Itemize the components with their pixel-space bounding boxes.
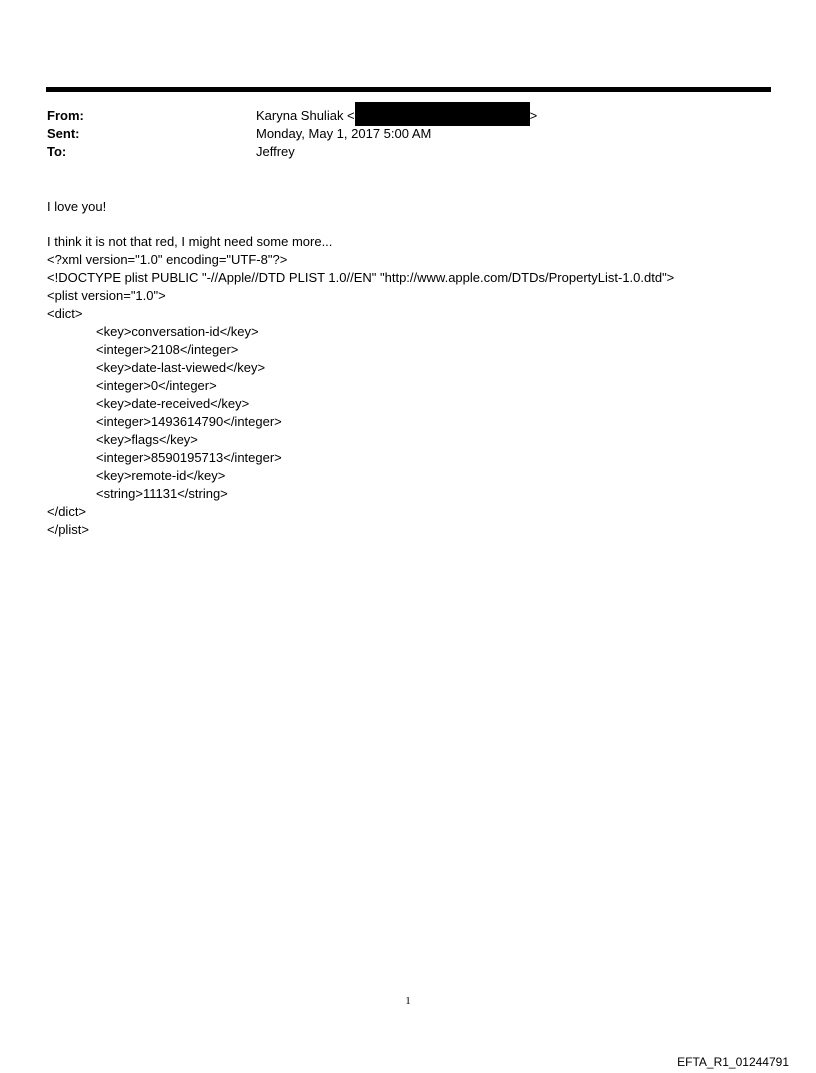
body-line: <integer>8590195713</integer> [96, 450, 282, 465]
from-value [256, 107, 537, 126]
body-line: <key>conversation-id</key> [96, 324, 259, 339]
body-line: <key>remote-id</key> [96, 468, 226, 483]
body-line: <key>flags</key> [96, 432, 198, 447]
bates-number: EFTA_R1_01244791 [677, 1055, 789, 1069]
greeting: I love you! [47, 199, 107, 214]
body-line: <integer>2108</integer> [96, 342, 239, 357]
to-label: To: [47, 144, 67, 159]
from-tail: > [529, 108, 538, 123]
from-label: From: [47, 108, 84, 123]
body-line: <?xml version="1.0" encoding="UTF-8"?> [47, 252, 288, 267]
page-number: 1 [405, 995, 411, 1007]
body-line: <!DOCTYPE plist PUBLIC "-//Apple//DTD PLIST 1.0//EN" "http://www.apple.com/DTDs/PropertyList-1.0.dtd"> [47, 270, 675, 285]
body-line: I think it is not that red, I might need some more... [47, 234, 333, 249]
body-line: </plist> [47, 522, 89, 537]
to-value: Jeffrey [256, 144, 295, 159]
body-line: <integer>1493614790</integer> [96, 414, 282, 429]
body-line: <string>11131</string> [96, 486, 228, 501]
header-rule [46, 87, 771, 92]
body-line: <key>date-last-viewed</key> [96, 360, 266, 375]
body-line: <integer>0</integer> [96, 378, 217, 393]
redaction-box [355, 102, 530, 126]
from-name: Karyna Shuliak < [256, 108, 355, 123]
body-line: <plist version="1.0"> [47, 288, 166, 303]
body-line: <dict> [47, 306, 83, 321]
body-line: <key>date-received</key> [96, 396, 250, 411]
sent-value: Monday, May 1, 2017 5:00 AM [256, 126, 432, 141]
sent-label: Sent: [47, 126, 80, 141]
body-line: </dict> [47, 504, 87, 519]
